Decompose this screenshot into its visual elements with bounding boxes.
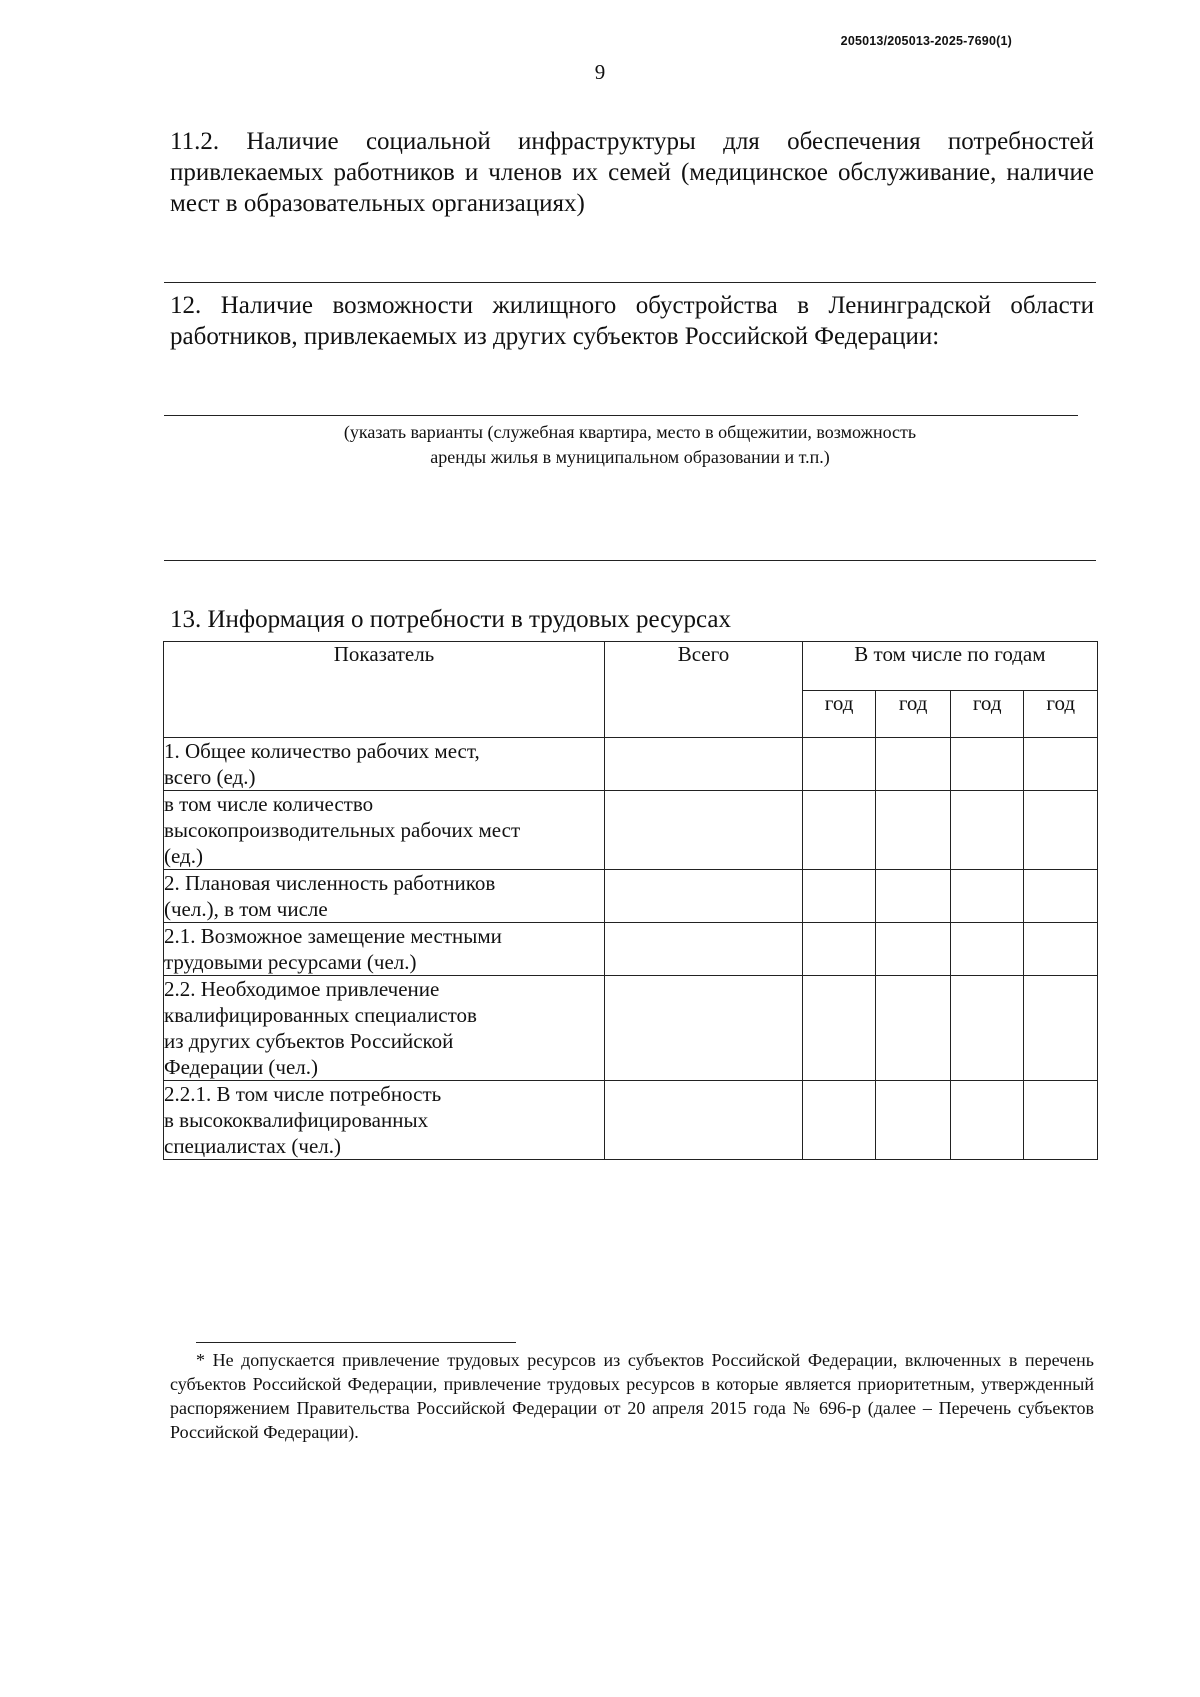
table-row <box>164 791 1098 870</box>
answer-line-12[interactable] <box>164 415 1078 416</box>
year-cell[interactable] <box>876 923 951 976</box>
table-body <box>164 738 1098 1160</box>
year-cell[interactable] <box>802 923 876 976</box>
hint-line-2: аренды жилья в муниципальном образовании и т.п.) <box>430 447 830 467</box>
total-cell[interactable] <box>605 976 803 1081</box>
indicator-line: в том числе количество <box>164 792 374 816</box>
year-cell[interactable] <box>950 870 1024 923</box>
header-year-4: год <box>1024 691 1098 738</box>
footnote-text: * Не допускается привлечение трудовых ресурсов из субъектов Российской Федерации, включенных в перечень субъектов Российской Федерации, привлечение трудовых ресурсов в которые является приоритетным, утвержденный распоряжением Правительства Российской Федерации от 20 апреля 2015 года № 696-р (далее – Перечень субъектов Российской Федерации). <box>170 1350 1094 1442</box>
indicator-line: высокопроизводительных рабочих мест <box>164 818 521 842</box>
year-cell[interactable] <box>950 923 1024 976</box>
indicator-cell <box>164 870 605 923</box>
header-indicator: Показатель <box>164 642 605 738</box>
total-cell[interactable] <box>605 870 803 923</box>
year-cell[interactable] <box>876 870 951 923</box>
year-cell[interactable] <box>1024 738 1098 791</box>
indicator-line: специалистах (чел.) <box>164 1134 342 1158</box>
total-cell[interactable] <box>605 1081 803 1160</box>
year-cell[interactable] <box>1024 923 1098 976</box>
table-row <box>164 923 1098 976</box>
section-12-hint <box>164 420 1096 470</box>
year-cell[interactable] <box>1024 976 1098 1081</box>
table-header-row <box>164 642 1098 691</box>
table-row <box>164 976 1098 1081</box>
year-cell[interactable] <box>802 738 876 791</box>
indicator-line: Федерации (чел.) <box>164 1055 319 1079</box>
indicator-cell <box>164 976 605 1081</box>
header-year-2: год <box>876 691 951 738</box>
year-cell[interactable] <box>876 976 951 1081</box>
total-cell[interactable] <box>605 923 803 976</box>
table-row <box>164 738 1098 791</box>
header-year-1: год <box>802 691 876 738</box>
page-number: 9 <box>594 60 606 84</box>
indicator-line: в высококвалифицированных <box>164 1108 429 1132</box>
labor-needs-table <box>163 641 1098 1160</box>
indicator-line: 2.1. Возможное замещение местными <box>164 924 502 948</box>
indicator-line: (чел.), в том числе <box>164 897 328 921</box>
footnote-separator <box>196 1342 516 1343</box>
year-cell[interactable] <box>876 791 951 870</box>
indicator-line: (ед.) <box>164 844 203 868</box>
answer-line-12-extra[interactable] <box>164 560 1096 561</box>
year-cell[interactable] <box>802 1081 876 1160</box>
indicator-line: 2.2. Необходимое привлечение <box>164 977 440 1001</box>
year-cell[interactable] <box>950 1081 1024 1160</box>
total-cell[interactable] <box>605 791 803 870</box>
indicator-line: всего (ед.) <box>164 765 256 789</box>
table-row <box>164 870 1098 923</box>
indicator-line: 1. Общее количество рабочих мест, <box>164 739 480 763</box>
table-row <box>164 1081 1098 1160</box>
indicator-cell <box>164 791 605 870</box>
year-cell[interactable] <box>1024 1081 1098 1160</box>
header-by-years: В том числе по годам <box>802 642 1097 691</box>
hint-line-1: (указать варианты (служебная квартира, место в общежитии, возможность <box>343 422 917 442</box>
indicator-cell <box>164 1081 605 1160</box>
section-12-text: 12. Наличие возможности жилищного обустройства в Ленинградской области работников, привлекаемых из других субъектов Российской Федерации: <box>170 292 1094 350</box>
year-cell[interactable] <box>876 1081 951 1160</box>
year-cell[interactable] <box>802 976 876 1081</box>
indicator-line: 2.2.1. В том числе потребность <box>164 1082 442 1106</box>
section-13-title: 13. Информация о потребности в трудовых ресурсах <box>170 606 731 633</box>
header-year-3: год <box>950 691 1024 738</box>
year-cell[interactable] <box>802 791 876 870</box>
answer-line-11-2[interactable] <box>164 282 1096 283</box>
total-cell[interactable] <box>605 738 803 791</box>
indicator-cell <box>164 738 605 791</box>
header-total: Всего <box>605 642 803 738</box>
section-11-2-text: 11.2. Наличие социальной инфраструктуры для обеспечения потребностей привлекаемых работников и членов их семей (медицинское обслуживание, наличие мест в образовательных организациях) <box>170 128 1094 217</box>
indicator-line: квалифицированных специалистов <box>164 1003 477 1027</box>
year-cell[interactable] <box>1024 870 1098 923</box>
indicator-line: трудовыми ресурсами (чел.) <box>164 950 417 974</box>
indicator-line: из других субъектов Российской <box>164 1029 454 1053</box>
year-cell[interactable] <box>1024 791 1098 870</box>
document-id: 205013/205013-2025-7690(1) <box>840 34 1012 48</box>
indicator-cell <box>164 923 605 976</box>
year-cell[interactable] <box>950 738 1024 791</box>
indicator-line: 2. Плановая численность работников <box>164 871 496 895</box>
year-cell[interactable] <box>950 976 1024 1081</box>
year-cell[interactable] <box>950 791 1024 870</box>
year-cell[interactable] <box>802 870 876 923</box>
year-cell[interactable] <box>876 738 951 791</box>
